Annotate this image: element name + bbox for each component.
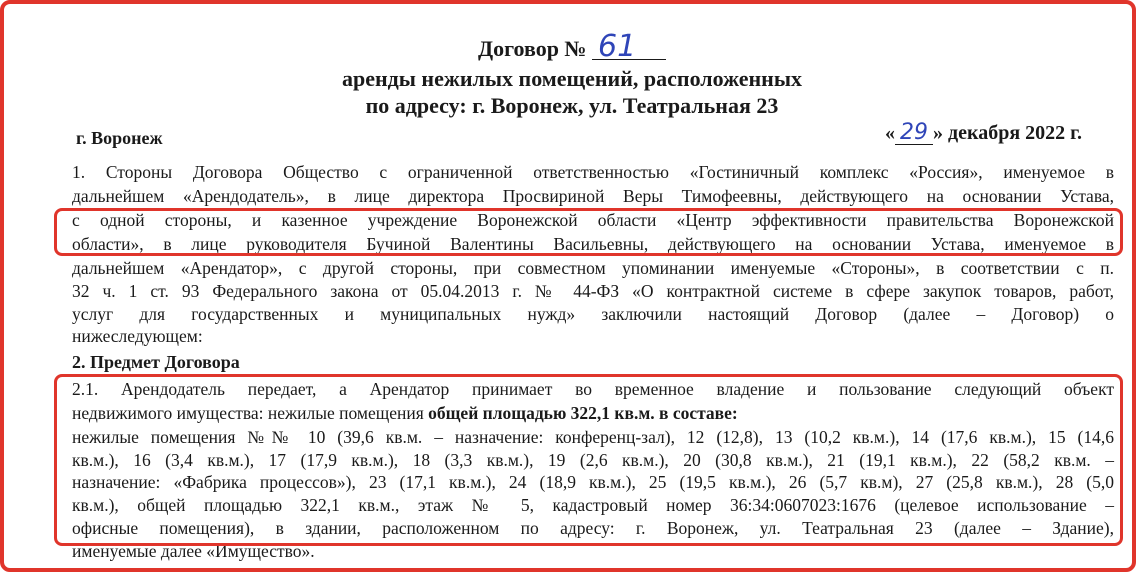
contract-title-prefix: Договор №: [477, 36, 587, 61]
section1-line: дальнейшем «Арендодатель», в лице директора Просвириной Веры Тимофеевны, действующего на основании Устава,: [72, 186, 1114, 206]
contract-number-handwritten: 61: [592, 35, 666, 60]
section2-line: назначение: «Фабрика процессов»), 23 (17,1 кв.м.), 24 (18,9 кв.м.), 25 (19,5 кв.м.), 26 (5,7 кв.м), 27 (25,8 кв.м.), 28 (5,0: [72, 472, 1114, 492]
section2-line: 2.1. Арендодатель передает, а Арендатор принимает во временное владение и пользование следующий объект: [72, 379, 1114, 399]
section2-line: нежилые помещения №№ 10 (39,6 кв.м. – назначение: конференц-зал), 12 (12,8), 13 (10,2 кв.м.), 14 (17,6 кв.м.), 15 (14,6: [72, 427, 1114, 447]
section1-line: 32 ч. 1 ст. 93 Федерального закона от 05.04.2013 г. № 44-ФЗ «О контрактной системе в сфере закупок товаров, работ,: [72, 281, 1114, 301]
section2-line: именуемые далее «Имущество».: [72, 541, 315, 561]
section1-line: дальнейшем «Арендатор», с другой стороны, при совместном упоминании именуемые «Стороны», в соответствии с п.: [72, 258, 1114, 278]
section1-line: услуг для государственных и муниципальных нужд» заключили настоящий Договор (далее – Договор) о: [72, 304, 1114, 324]
date-day-handwritten: 29: [895, 122, 933, 145]
section1-line: области», в лице руководителя Бучиной Валентины Васильевны, действующего на основании Устава, именуемое в: [72, 234, 1114, 254]
contract-subtitle: аренды нежилых помещений, расположенных: [341, 66, 803, 91]
contract-title: [4, 29, 1136, 64]
section1-line: с одной стороны, и казенное учреждение Воронежской области «Центр эффективности правительства Воронежской: [72, 210, 1114, 230]
city-label: г. Воронеж: [76, 128, 163, 148]
date-quote-close: »: [933, 122, 944, 144]
contract-date: [885, 122, 1082, 145]
section2-line: кв.м.), общей площадью 322,1 кв.м., этаж № 5, кадастровый номер 36:34:0607023:1676 (целевое использование –: [72, 495, 1114, 515]
date-quote-open: «: [885, 122, 896, 144]
section2-area-intro: недвижимого имущества: нежилые помещения: [72, 403, 429, 423]
section2-line: кв.м.), 16 (3,4 кв.м.), 17 (17,9 кв.м.), 18 (3,3 кв.м.), 19 (2,6 кв.м.), 20 (30,8 кв.м.), 21 (19,1 кв.м.), 22 (58,2 кв.м. –: [72, 450, 1114, 470]
contract-address-line: по адресу: г. Воронеж, ул. Театральная 23: [365, 93, 779, 118]
date-month-year: декабря 2022 г.: [943, 122, 1082, 144]
section1-line: 1. Стороны Договора Общество с ограниченной ответственностью «Гостиничный комплекс «Россия», именуемое в: [72, 162, 1114, 182]
section2-line: офисные помещения), в здании, расположенном по адресу: г. Воронеж, ул. Театральная 23 (далее – Здание),: [72, 518, 1114, 538]
section2-line-area: [72, 402, 1114, 424]
section1-line: нижеследующем:: [72, 326, 203, 346]
section2-area-bold: общей площадью 322,1 кв.м. в составе:: [428, 403, 738, 423]
section2-heading: 2. Предмет Договора: [72, 352, 240, 372]
